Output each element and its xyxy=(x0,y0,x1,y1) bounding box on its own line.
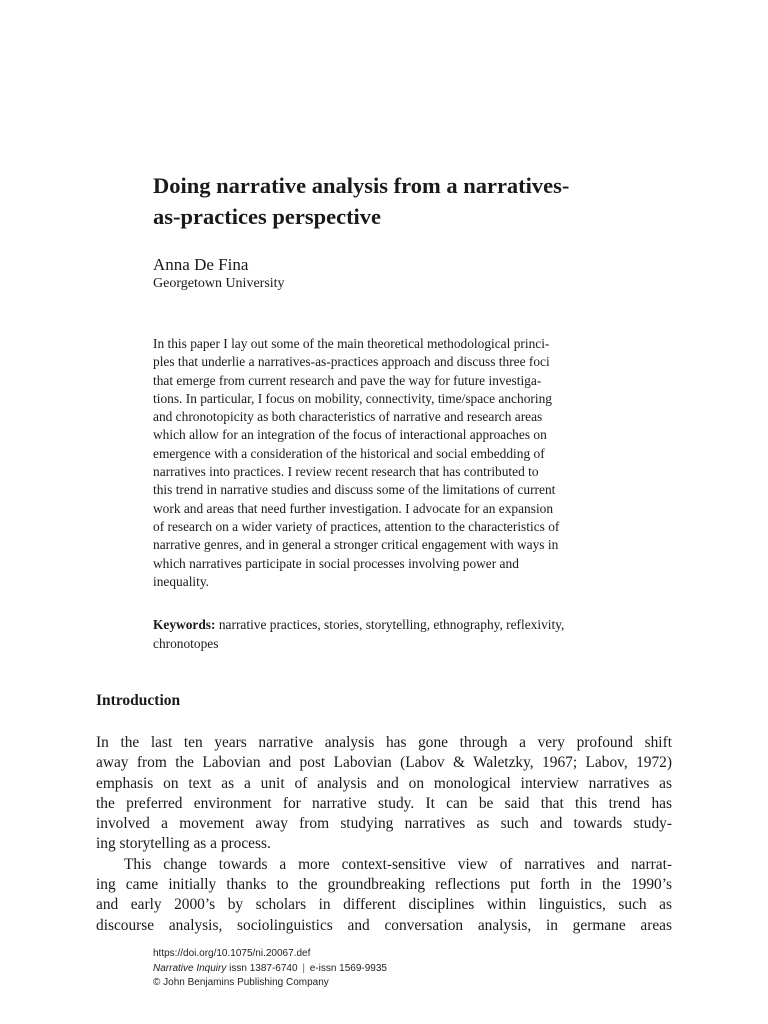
abstract-line: and chronotopicity as both characteristics of narrative and research areas xyxy=(153,409,543,425)
abstract-line: which allow for an integration of the focus of interactional approaches on xyxy=(153,427,547,443)
author-name: Anna De Fina xyxy=(153,255,249,274)
eissn: e-issn 1569-9935 xyxy=(309,962,387,974)
issn-separator: | xyxy=(302,962,305,974)
abstract-line: this trend in narrative studies and discuss some of the limitations of current xyxy=(153,482,556,498)
keywords-label: Keywords: xyxy=(153,617,216,632)
keywords-text-line-1: narrative practices, stories, storytelling, ethnography, reflexivity, xyxy=(218,617,565,632)
abstract-line: ples that underlie a narratives-as-practices approach and discuss three foci xyxy=(153,354,550,370)
abstract-line: tions. In particular, I focus on mobility, connectivity, time/space anchoring xyxy=(153,390,552,406)
issn: issn 1387-6740 xyxy=(229,962,298,974)
body-line: discourse analysis, sociolinguistics and conversation analysis, in germane areas xyxy=(96,916,672,934)
body-line: ing storytelling as a process. xyxy=(96,835,271,853)
body-line: involved a movement away from studying narratives as such and towards study- xyxy=(96,815,672,833)
body-line: ing came initially thanks to the groundbreaking reflections put forth in the 1990’s xyxy=(96,876,672,894)
abstract-line: narrative genres, and in general a stronger critical engagement with ways in xyxy=(153,537,559,553)
body-line: emphasis on text as a unit of analysis and on monological interview narratives as xyxy=(96,774,672,792)
author-affiliation: Georgetown University xyxy=(153,276,285,291)
page-footer xyxy=(153,947,387,991)
abstract-line: work and areas that need further investigation. I advocate for an expansion xyxy=(153,500,554,516)
doi-link[interactable]: https://doi.org/10.1075/ni.20067.def xyxy=(153,948,311,959)
introduction-body xyxy=(96,733,672,936)
journal-info xyxy=(153,962,387,977)
article-title-line-1: Doing narrative analysis from a narratives- xyxy=(153,173,570,198)
section-heading-introduction: Introduction xyxy=(96,692,181,709)
abstract-line: that emerge from current research and pave the way for future investiga- xyxy=(153,372,542,388)
body-line: In the last ten years narrative analysis has gone through a very profound shift xyxy=(96,734,672,751)
abstract-line: inequality. xyxy=(153,573,210,589)
abstract-line: narratives into practices. I review recent research that has contributed to xyxy=(153,464,539,480)
body-line: This change towards a more context-sensitive view of narratives and narrat- xyxy=(124,855,672,873)
keywords xyxy=(153,615,653,653)
body-line: the preferred environment for narrative study. It can be said that this trend has xyxy=(96,794,672,812)
abstract-line: In this paper I lay out some of the main theoretical methodological princi- xyxy=(153,336,550,351)
abstract-line: of research on a wider variety of practices, attention to the characteristics of xyxy=(153,518,560,534)
body-line: away from the Labovian and post Labovian (Labov & Waletzky, 1967; Labov, 1972) xyxy=(96,754,672,772)
copyright: © John Benjamins Publishing Company xyxy=(153,977,329,988)
abstract-line: emergence with a consideration of the historical and social embedding of xyxy=(153,445,545,461)
article-title-line-2: as-practices perspective xyxy=(153,204,382,229)
keywords-text-line-2: chronotopes xyxy=(153,636,219,651)
abstract-line: which narratives participate in social processes involving power and xyxy=(153,555,519,571)
article-title xyxy=(153,170,673,232)
abstract xyxy=(153,335,653,591)
journal-name: Narrative Inquiry xyxy=(153,962,227,974)
body-line: and early 2000’s by scholars in different disciplines within linguistics, such as xyxy=(96,896,672,914)
